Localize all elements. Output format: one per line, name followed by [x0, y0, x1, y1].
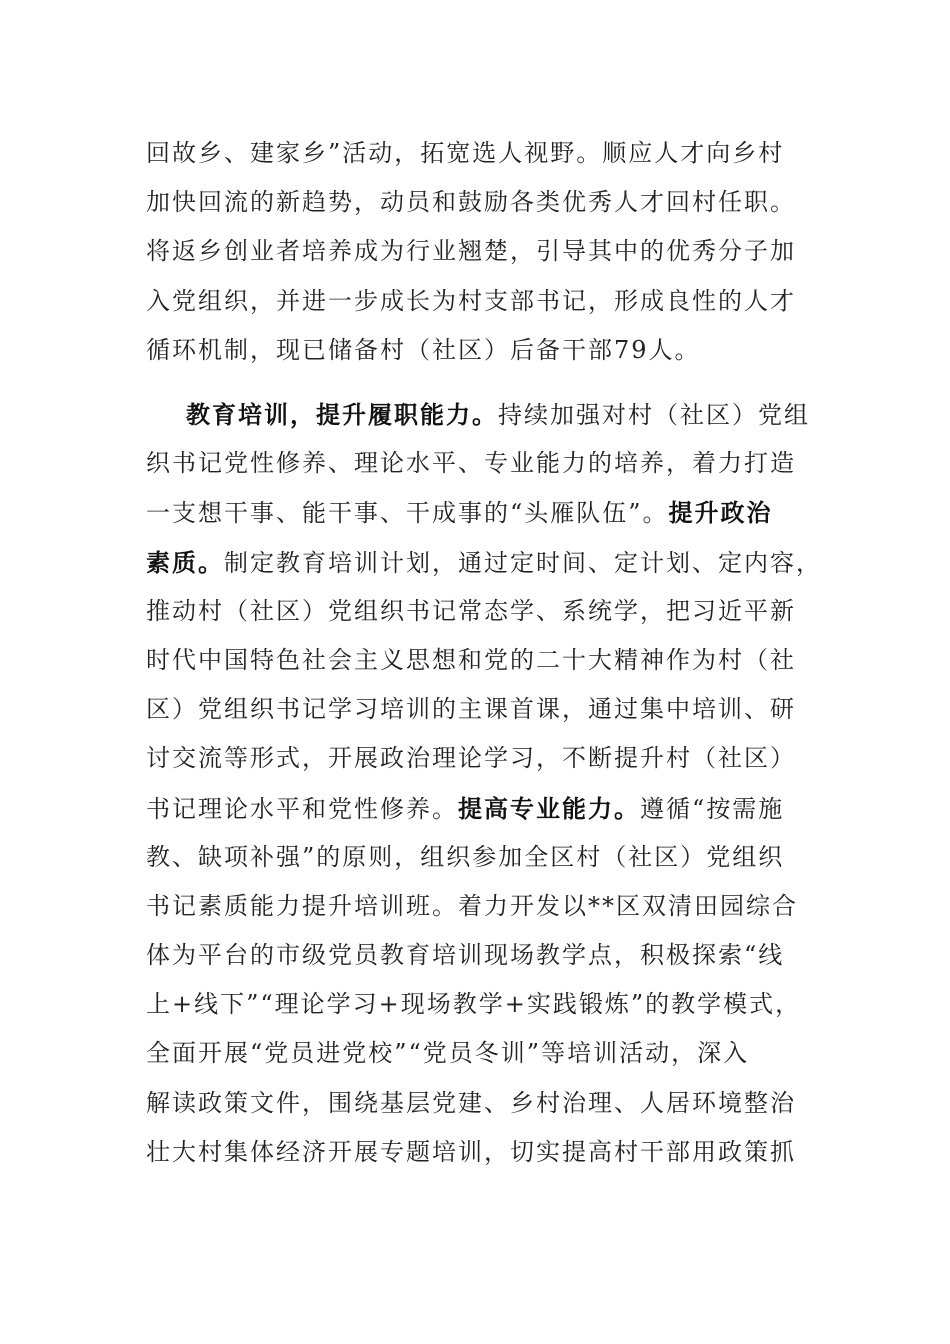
text-line: 将返乡创业者培养成为行业翘楚，引导其中的优秀分子加: [146, 237, 796, 266]
text-line: 织书记党性修养、理论水平、专业能力的培养，着力打造: [146, 449, 796, 478]
text-line: [146, 538, 822, 587]
text-line: 回故乡、建家乡”活动，拓宽选人视野。顺应人才向乡村: [146, 139, 785, 167]
text-line: 时代中国特色社会主义思想和党的二十大精神作为村（社: [146, 645, 796, 674]
heading-political-quality-cont: 素质。: [146, 547, 224, 577]
paragraph-1: [146, 129, 818, 375]
paragraph-2: [146, 390, 822, 1177]
heading-political-quality: 提升政治: [668, 498, 773, 528]
text-line: 壮大村集体经济开展专题培训，切实提高村干部用政策抓: [146, 1137, 796, 1166]
text-line: 区）党组织书记学习培训的主课首课，通过集中培训、研: [146, 695, 796, 724]
text-line: 讨交流等形式，开展政治理论学习，不断提升村（社区）: [146, 744, 796, 773]
text-line: 解读政策文件，围绕基层党建、乡村治理、人居环境整治: [146, 1088, 796, 1117]
text-span: 一支想干事、能干事、干成事的“头雁队伍”。: [146, 499, 669, 528]
text-line: 上+线下”“理论学习+现场教学+实践锻炼”的教学模式，: [146, 990, 802, 1019]
heading-education-training: 教育培训，提升履职能力。: [186, 400, 498, 429]
text-span: 遵循“按需施: [640, 794, 785, 823]
text-line: 循环机制，现已储备村（社区）后备干部79人。: [146, 335, 701, 364]
text-line: 书记素质能力提升培训班。着力开发以**区双清田园综合: [146, 891, 798, 920]
text-span: 制定教育培训计划，通过定时间、定计划、定内容，: [224, 548, 822, 577]
heading-professional-ability: 提高专业能力。: [458, 793, 640, 823]
text-line: 推动村（社区）党组织书记常态学、系统学，把习近平新: [146, 596, 796, 625]
text-line: 加快回流的新趋势，动员和鼓励各类优秀人才回村任职。: [146, 188, 796, 217]
text-line: [146, 784, 818, 833]
text-span: 书记理论水平和党性修养。: [146, 794, 458, 823]
text-line: 体为平台的市级党员教育培训现场教学点，积极探索“线: [146, 941, 785, 970]
text-line: 全面开展“党员进党校”“党员冬训”等培训活动，深入: [146, 1039, 750, 1068]
text-line: 教、缺项补强”的原则，组织参加全区村（社区）党组织: [146, 842, 785, 871]
text-span: 持续加强对村（社区）党组: [498, 401, 810, 429]
text-line: 入党组织，并进一步成长为村支部书记，形成良性的人才: [146, 286, 796, 315]
text-line: [146, 390, 818, 439]
text-line: [146, 488, 818, 537]
